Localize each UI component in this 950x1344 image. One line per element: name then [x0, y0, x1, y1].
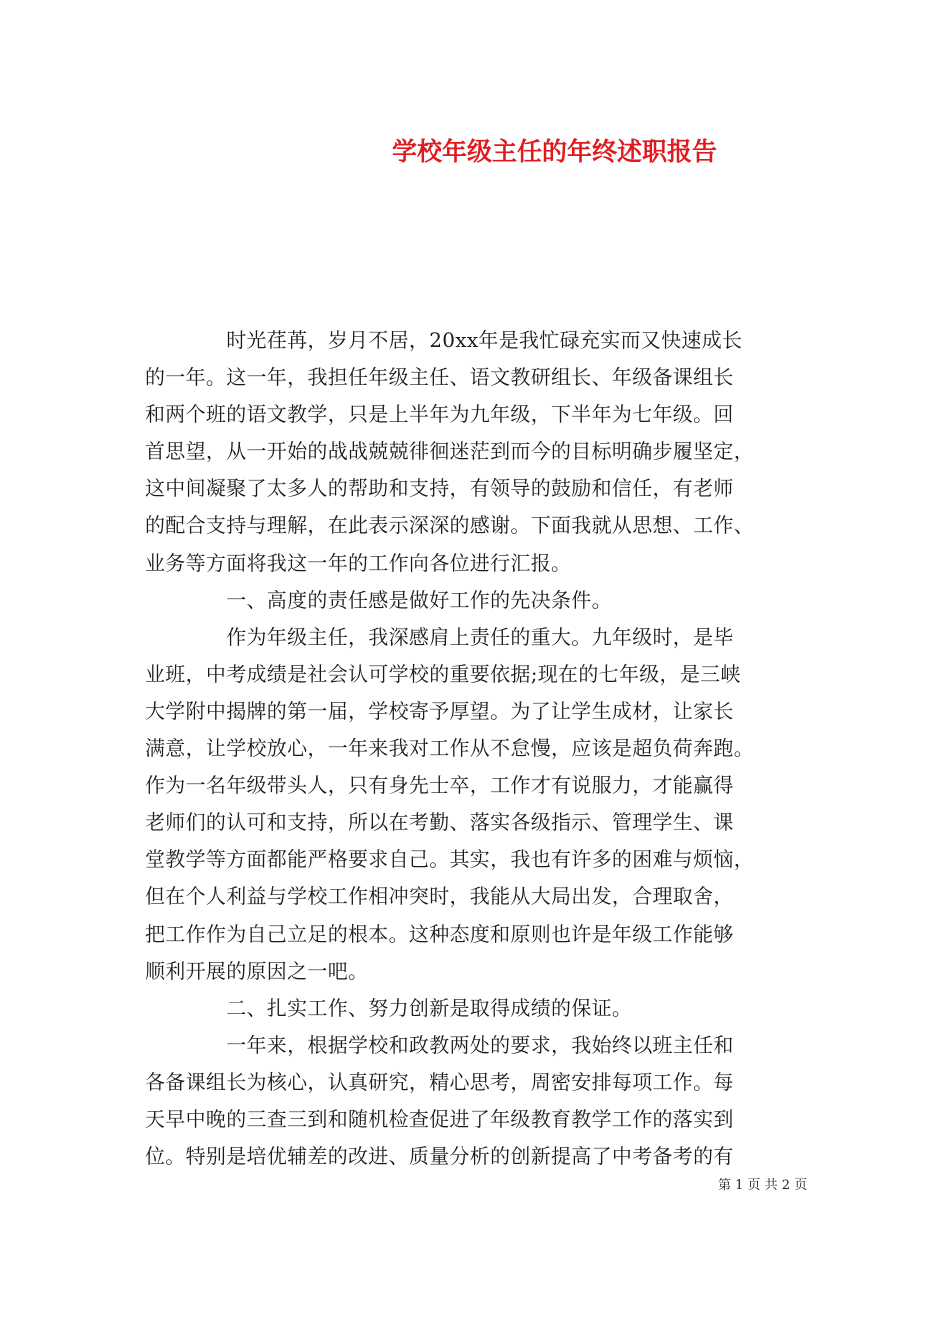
section-heading: 二、扎实工作、努力创新是取得成绩的保证。	[145, 995, 633, 1020]
body-line: 但在个人利益与学校工作相冲突时，我能从大局出发，合理取舍，	[145, 884, 734, 909]
body-line: 作为年级主任，我深感肩上责任的重大。九年级时，是毕	[145, 624, 734, 649]
body-line: 满意，让学校放心，一年来我对工作从不怠慢，应该是超负荷奔跑。	[145, 736, 754, 761]
body-line: 大学附中揭牌的第一届，学校寄予厚望。为了让学生成材，让家长	[145, 698, 734, 723]
page-footer: 第 1 页 共 2 页	[718, 1178, 808, 1193]
body-line: 业班，中考成绩是社会认可学校的重要依据;现在的七年级，是三峡	[145, 661, 741, 686]
body-line: 的配合支持与理解，在此表示深深的感谢。下面我就从思想、工作、	[145, 513, 754, 538]
body-line: 天早中晚的三查三到和随机检查促进了年级教育教学工作的落实到	[145, 1106, 734, 1131]
body-line: 和两个班的语文教学，只是上半年为九年级，下半年为七年级。回	[145, 402, 734, 427]
body-line: 一年来，根据学校和政教两处的要求，我始终以班主任和	[145, 1032, 734, 1057]
document-title: 学校年级主任的年终述职报告	[392, 137, 718, 166]
body-line: 的一年。这一年，我担任年级主任、语文教研组长、年级备课组长	[145, 365, 734, 390]
body-line: 时光荏苒，岁月不居，20xx年是我忙碌充实而又快速成长	[145, 328, 743, 352]
body-line: 把工作作为自己立足的根本。这种态度和原则也许是年级工作能够	[145, 921, 734, 946]
body-line: 作为一名年级带头人，只有身先士卒，工作才有说服力，才能赢得	[145, 773, 734, 798]
body-line: 首思望，从一开始的战战兢兢徘徊迷茫到而今的目标明确步履坚定，	[145, 439, 754, 464]
document-body	[145, 322, 825, 1175]
body-line: 堂教学等方面都能严格要求自己。其实，我也有许多的困难与烦恼，	[145, 847, 754, 872]
body-line: 位。特别是培优辅差的改进、质量分析的创新提高了中考备考的有	[145, 1144, 734, 1169]
body-line: 这中间凝聚了太多人的帮助和支持，有领导的鼓励和信任，有老师	[145, 476, 734, 501]
section-heading: 一、高度的责任感是做好工作的先决条件。	[145, 587, 612, 612]
body-line: 老师们的认可和支持，所以在考勤、落实各级指示、管理学生、课	[145, 810, 734, 835]
body-line: 业务等方面将我这一年的工作向各位进行汇报。	[145, 550, 572, 575]
body-line: 顺利开展的原因之一吧。	[145, 958, 369, 983]
body-line: 各备课组长为核心，认真研究，精心思考，周密安排每项工作。每	[145, 1069, 734, 1094]
